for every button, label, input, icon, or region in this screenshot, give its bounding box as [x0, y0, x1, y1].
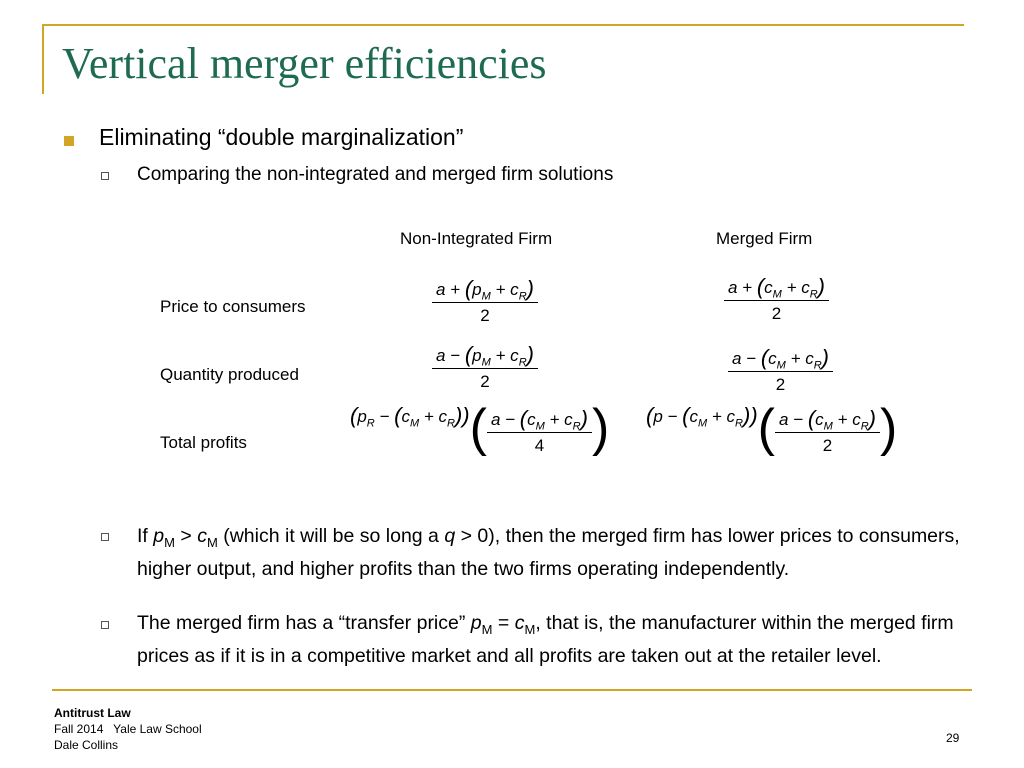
- page-number: 29: [946, 731, 960, 745]
- formula-profits-merged: $(p - (c_M + c_R))$( $\frac{a - (c_M + c_R)}{2}$ ): [646, 399, 898, 457]
- sub-bullet-comparing-solutions: Comparing the non-integrated and merged firm solutions: [137, 164, 614, 185]
- top-rule: [42, 24, 964, 26]
- slide-title: Vertical merger efficiencies: [62, 39, 547, 88]
- paragraph-merged-lower-prices: If $p_M > c_M$ (which it will be so long a q > 0), then the merged firm has lower prices to consumers, higher output, and higher profits than the two firms operating independently.: [137, 525, 960, 580]
- footer-rule: [52, 689, 972, 691]
- col-header-non-integrated: Non-Integrated Firm: [400, 229, 553, 248]
- row-label-quantity: Quantity produced: [160, 365, 299, 384]
- sub-bullet-checkbox-icon: [101, 533, 109, 541]
- sub-bullet-checkbox-icon: [101, 172, 109, 180]
- paragraph-transfer-price: The merged firm has a “transfer price” $p_M = c_M$, that is, the manufacturer within the merged firm prices as if it is in a competitive market and all profits are taken out at the retailer level.: [137, 612, 954, 667]
- bullet-eliminating-double-marginalization: Eliminating “double marginalization”: [99, 124, 464, 150]
- row-label-profits: Total profits: [160, 433, 247, 452]
- footer-course: Antitrust Law: [54, 706, 131, 720]
- footer: [54, 705, 202, 753]
- footer-term: Fall 2014 Yale Law School: [54, 722, 202, 736]
- sub-bullet-checkbox-icon: [101, 621, 109, 629]
- formula-quantity-merged: $\frac{a - (c_M + c_R)}{2}$: [728, 345, 833, 398]
- formula-price-merged: $\frac{a + (c_M + c_R)}{2}$: [724, 274, 829, 327]
- row-label-price: Price to consumers: [160, 297, 306, 316]
- footer-author: Dale Collins: [54, 738, 119, 752]
- formula-price-nonintegrated: $\frac{a + (p_M + c_R)}{2}$: [432, 276, 538, 329]
- left-rule: [42, 24, 44, 94]
- bullet-square-icon: [64, 136, 74, 146]
- formula-quantity-nonintegrated: $\frac{a - (p_M + c_R)}{2}$: [432, 342, 538, 395]
- formula-profits-nonintegrated: $(p_R - (c_M + c_R))$( $\frac{a - (c_M + c_R)}{4}$ ): [350, 399, 610, 457]
- col-header-merged: Merged Firm: [716, 229, 813, 248]
